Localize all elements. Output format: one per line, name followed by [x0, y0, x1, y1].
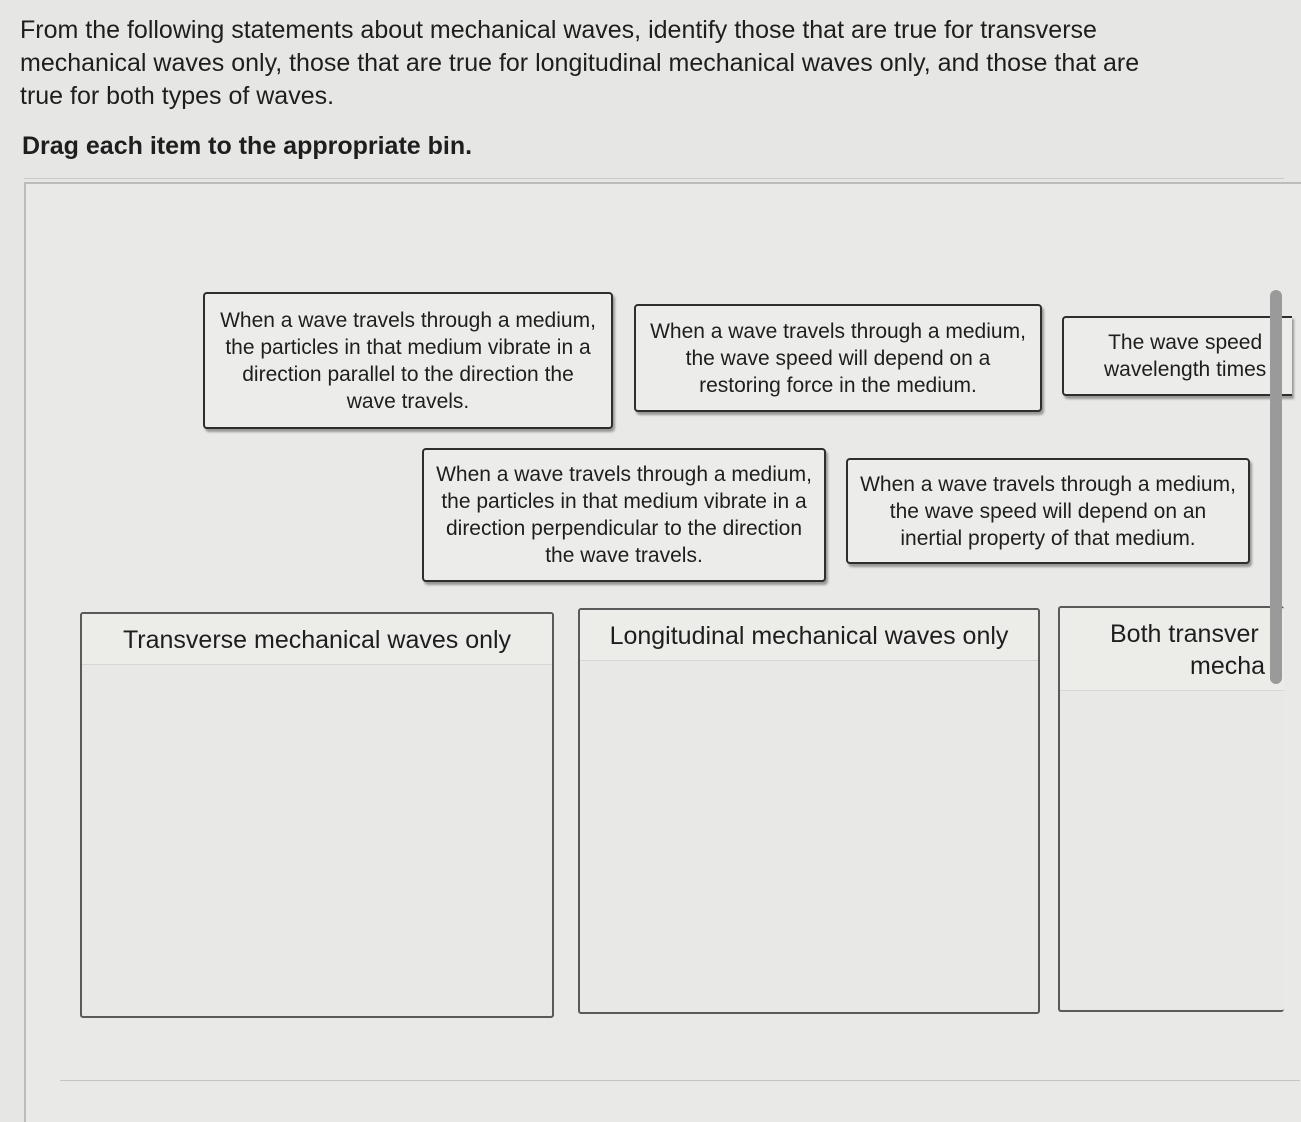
bin-label-line2: mecha: [1190, 652, 1266, 680]
bin-transverse-only[interactable]: [80, 612, 554, 1018]
item-label-line1: The wave speed: [1108, 331, 1263, 354]
item-label: When a wave travels through a medium, the wave speed will depend on an inertial property of that medium.: [860, 472, 1236, 550]
draggable-item-inertial-property[interactable]: [846, 458, 1250, 564]
item-label: When a wave travels through a medium, the particles in that medium vibrate in a direction perpendicular to the direction the wave travels.: [436, 463, 812, 567]
item-label: When a wave travels through a medium, the wave speed will depend on a restoring force in the medium.: [650, 319, 1026, 397]
draggable-item-parallel-vibration[interactable]: [203, 292, 613, 429]
bin-label-line1: Both transver: [1110, 620, 1259, 648]
instruction-text: Drag each item to the appropriate bin.: [22, 132, 473, 160]
draggable-item-perpendicular-vibration[interactable]: [422, 448, 826, 582]
bin-longitudinal-only[interactable]: [578, 608, 1040, 1014]
workspace-bottom-divider: [60, 1080, 1300, 1081]
bin-label: Longitudinal mechanical waves only: [580, 610, 1038, 661]
item-label-line2: wavelength times: [1104, 358, 1267, 381]
item-label: When a wave travels through a medium, the particles in that medium vibrate in a direction parallel to the direction the wave travels.: [220, 308, 596, 413]
question-text: From the following statements about mechanical waves, identify those that are true for transverse mechanical waves only, those that are true for longitudinal mechanical waves only, and those that are true for both types of waves.: [20, 16, 1140, 110]
bin-both-types[interactable]: [1058, 606, 1284, 1012]
draggable-item-wave-speed[interactable]: [1062, 316, 1292, 396]
horizontal-scroll-thumb[interactable]: [1270, 290, 1282, 684]
workspace-divider: [24, 178, 1284, 179]
bin-label: Transverse mechanical waves only: [82, 614, 552, 665]
bin-label: [1060, 608, 1284, 691]
draggable-item-restoring-force[interactable]: [634, 304, 1042, 412]
